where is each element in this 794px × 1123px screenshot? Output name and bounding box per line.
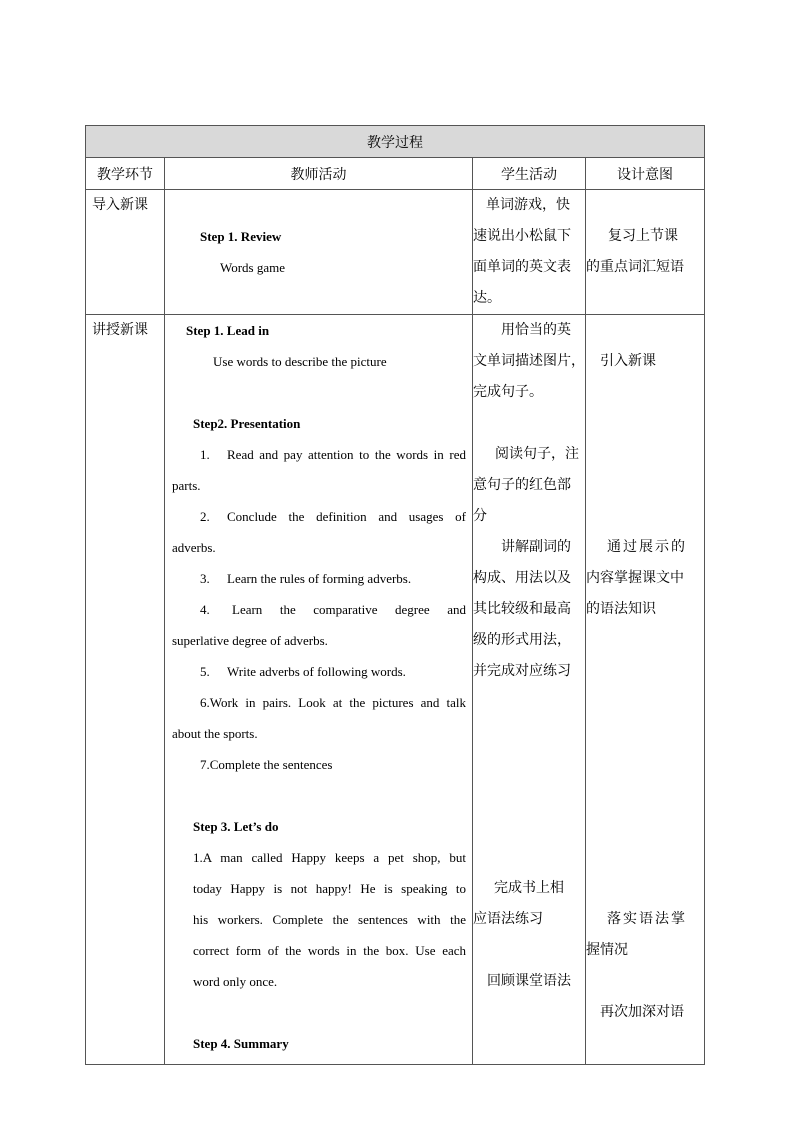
purpose-lesson-line: 握情况 bbox=[586, 942, 628, 958]
presentation-item-1-cont: parts. bbox=[172, 478, 201, 493]
table-row-new-lesson bbox=[86, 315, 705, 1065]
student-lesson-line: 构成、用法以及 bbox=[473, 570, 571, 586]
lets-do-line: word only once. bbox=[193, 974, 278, 989]
purpose-lesson-line: 的语法知识 bbox=[586, 601, 656, 617]
purpose-lesson-line: 引入新课 bbox=[600, 353, 656, 369]
presentation-item-2-cont: adverbs. bbox=[172, 540, 216, 555]
table-header-row bbox=[86, 158, 705, 190]
student-intro-line: 达。 bbox=[473, 290, 501, 306]
student-intro-line: 面单词的英文表 bbox=[473, 259, 571, 275]
purpose-lesson-line: 内容掌握课文中 bbox=[586, 570, 684, 586]
presentation-item-4-cont: superlative degree of adverbs. bbox=[172, 633, 328, 648]
presentation-item-6-cont: about the sports. bbox=[172, 726, 258, 741]
presentation-item-3: 3. Learn the rules of forming adverbs. bbox=[200, 571, 412, 586]
presentation-item-6: 6.Work in pairs. Look at the pictures and talk bbox=[200, 695, 466, 710]
student-lesson-line: 级的形式用法， bbox=[473, 632, 571, 648]
purpose-lesson-line: 再次加深对语 bbox=[600, 1004, 684, 1020]
step-review-heading: Step 1. Review bbox=[200, 229, 282, 244]
lesson-process-table bbox=[85, 125, 705, 1065]
presentation-item-2: 2. Conclude the definition and usages of bbox=[200, 509, 466, 524]
purpose-lesson-line: 落实语法掌 bbox=[607, 911, 687, 927]
presentation-item-4: 4. Learn the comparative degree and bbox=[200, 602, 466, 617]
step-lead-in-detail: Use words to describe the picture bbox=[213, 354, 387, 369]
table-row-intro bbox=[86, 190, 705, 315]
stage-label-intro: 导入新课 bbox=[92, 197, 148, 213]
teacher-cell-new-lesson bbox=[165, 315, 473, 1065]
step-lead-in-heading: Step 1. Lead in bbox=[186, 323, 270, 338]
student-cell-intro bbox=[473, 190, 586, 315]
student-intro-line: 速说出小松鼠下 bbox=[473, 228, 571, 244]
step-lets-do-heading: Step 3. Let’s do bbox=[193, 819, 279, 834]
presentation-item-5: 5. Write adverbs of following words. bbox=[200, 664, 406, 679]
purpose-lesson-line: 通过展示的 bbox=[607, 539, 687, 555]
student-intro-line: 单词游戏，快 bbox=[486, 197, 570, 213]
table-title: 教学过程 bbox=[86, 126, 705, 158]
lets-do-line: correct form of the words in the box. Use each bbox=[193, 943, 466, 958]
purpose-intro-line: 复习上节课 bbox=[608, 228, 678, 244]
presentation-item-1: 1. Read and pay attention to the words in red bbox=[200, 447, 466, 462]
lets-do-paragraph bbox=[172, 842, 466, 997]
student-lesson-line: 并完成对应练习 bbox=[473, 663, 571, 679]
table-title-row bbox=[86, 126, 705, 158]
stage-cell-new-lesson bbox=[86, 315, 165, 1065]
purpose-cell-intro bbox=[586, 190, 705, 315]
step-review-detail: Words game bbox=[220, 260, 286, 275]
lets-do-line: 1.A man called Happy keeps a pet shop, but bbox=[193, 850, 466, 865]
header-stage: 教学环节 bbox=[86, 158, 165, 190]
header-design-intent: 设计意图 bbox=[586, 158, 705, 190]
lets-do-line: today Happy is not happy! He is speaking to bbox=[193, 881, 466, 896]
teacher-cell-intro bbox=[165, 190, 473, 315]
purpose-intro-line: 的重点词汇短语 bbox=[586, 259, 684, 275]
student-lesson-line: 文单词描述图片， bbox=[473, 353, 585, 369]
student-lesson-line: 回顾课堂语法 bbox=[487, 973, 571, 989]
student-lesson-line: 分 bbox=[473, 508, 487, 524]
student-lesson-line: 其比较级和最高 bbox=[473, 601, 571, 617]
purpose-cell-new-lesson bbox=[586, 315, 705, 1065]
student-cell-new-lesson bbox=[473, 315, 586, 1065]
student-lesson-line: 阅读句子，注 bbox=[495, 446, 579, 462]
stage-cell-intro bbox=[86, 190, 165, 315]
student-lesson-line: 完成书上相 bbox=[494, 880, 564, 896]
student-lesson-line: 意句子的红色部 bbox=[473, 477, 571, 493]
presentation-item-7: 7.Complete the sentences bbox=[200, 757, 333, 772]
student-lesson-line: 讲解副词的 bbox=[501, 539, 571, 555]
student-lesson-line: 应语法练习 bbox=[473, 911, 543, 927]
student-lesson-line: 用恰当的英 bbox=[501, 322, 571, 338]
header-student-activity: 学生活动 bbox=[473, 158, 586, 190]
step-presentation-heading: Step2. Presentation bbox=[193, 416, 301, 431]
header-teacher-activity: 教师活动 bbox=[165, 158, 473, 190]
stage-label-new-lesson: 讲授新课 bbox=[92, 322, 148, 338]
lets-do-line: his workers. Complete the sentences with the bbox=[193, 912, 466, 927]
student-lesson-line: 完成句子。 bbox=[473, 384, 543, 400]
step-summary-heading: Step 4. Summary bbox=[193, 1036, 289, 1051]
